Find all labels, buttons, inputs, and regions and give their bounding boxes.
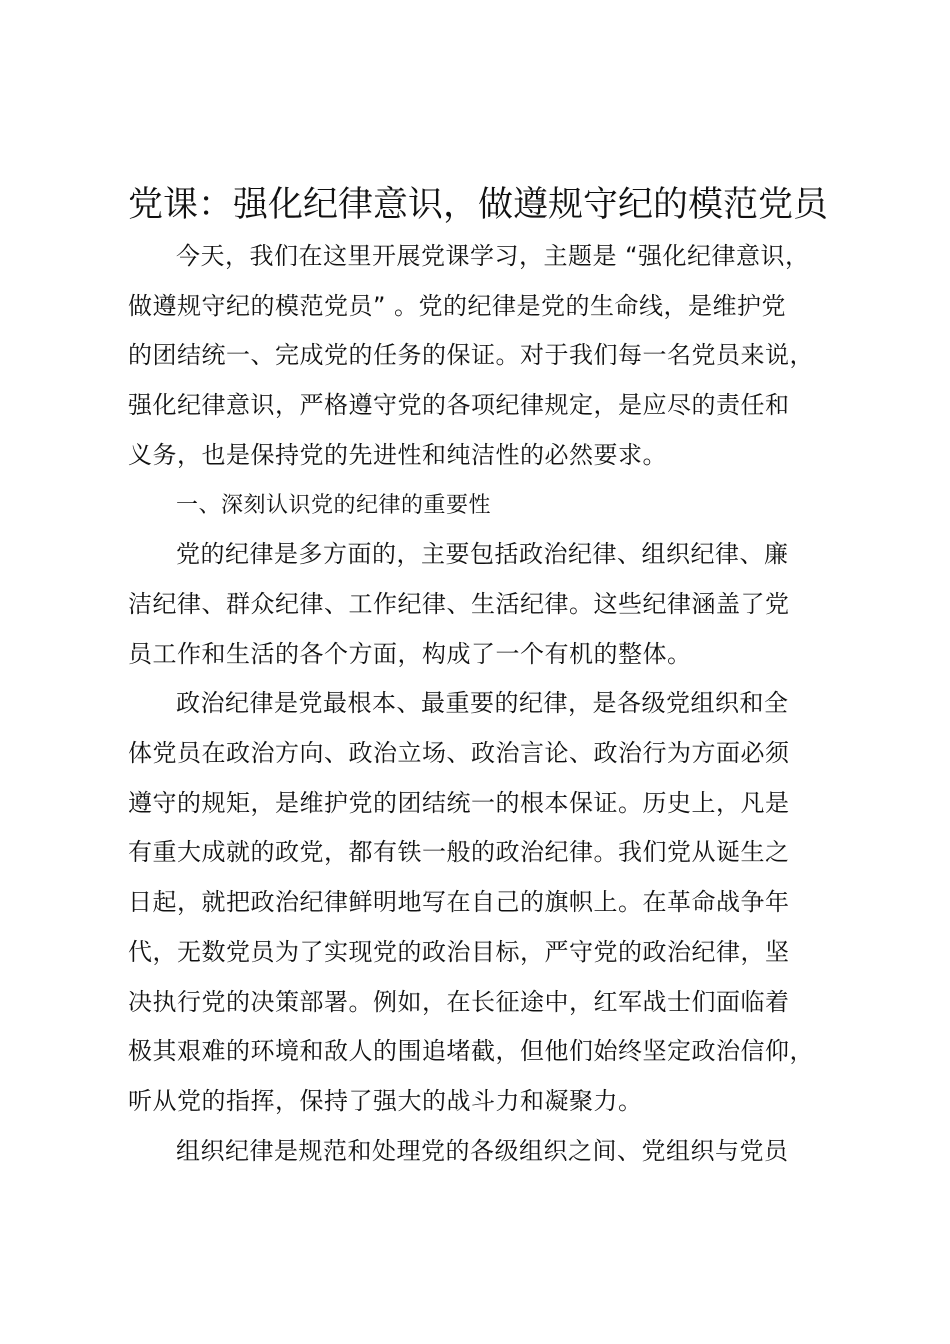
section-heading: 一、深刻认识党的纪律的重要性 xyxy=(176,492,492,518)
text-line: 党的纪律是多方面的，主要包括政治纪律、组织纪律、廉 xyxy=(176,540,789,569)
text-line: 组织纪律是规范和处理党的各级组织之间、党组织与党员 xyxy=(176,1136,789,1165)
text-line: 今天，我们在这里开展党课学习，主题是 “强化纪律意识， xyxy=(176,242,810,270)
document-body xyxy=(128,232,830,1176)
text-line: 有重大成就的政党，都有铁一般的政治纪律。我们党从诞生之 xyxy=(128,838,790,867)
text-line: 洁纪律、群众纪律、工作纪律、生活纪律。这些纪律涵盖了党 xyxy=(128,589,790,618)
paragraph-discipline-types xyxy=(128,530,830,679)
text-line: 体党员在政治方向、政治立场、政治言论、政治行为方面必须 xyxy=(128,739,790,768)
document-title: 党课：强化纪律意识，做遵规守纪的模范党员 xyxy=(128,185,829,225)
text-line: 员工作和生活的各个方面，构成了一个有机的整体。 xyxy=(128,639,692,668)
paragraph-intro xyxy=(128,232,830,481)
text-line: 极其艰难的环境和敌人的围追堵截，但他们始终坚定政治信仰， xyxy=(128,1037,814,1066)
text-line: 强化纪律意识，严格遵守党的各项纪律规定，是应尽的责任和 xyxy=(128,391,790,420)
paragraph-political-discipline xyxy=(128,679,830,1126)
text-line: 政治纪律是党最根本、最重要的纪律，是各级党组织和全 xyxy=(176,689,789,718)
text-line: 代，无数党员为了实现党的政治目标，严守党的政治纪律，坚 xyxy=(128,937,790,966)
text-line: 遵守的规矩，是维护党的团结统一的根本保证。历史上，凡是 xyxy=(128,788,790,817)
text-line: 做遵规守纪的模范党员” 。党的纪律是党的生命线，是维护党 xyxy=(128,291,787,320)
text-line: 的团结统一、完成党的任务的保证。对于我们每一名党员来说， xyxy=(128,341,814,370)
text-line: 决执行党的决策部署。例如，在长征途中，红军战士们面临着 xyxy=(128,987,790,1016)
text-line: 日起，就把政治纪律鲜明地写在自己的旗帜上。在革命战争年 xyxy=(128,888,790,917)
text-line: 听从党的指挥，保持了强大的战斗力和凝聚力。 xyxy=(128,1086,643,1115)
text-line: 义务，也是保持党的先进性和纯洁性的必然要求。 xyxy=(128,440,667,469)
paragraph-organizational-discipline xyxy=(128,1127,830,1177)
